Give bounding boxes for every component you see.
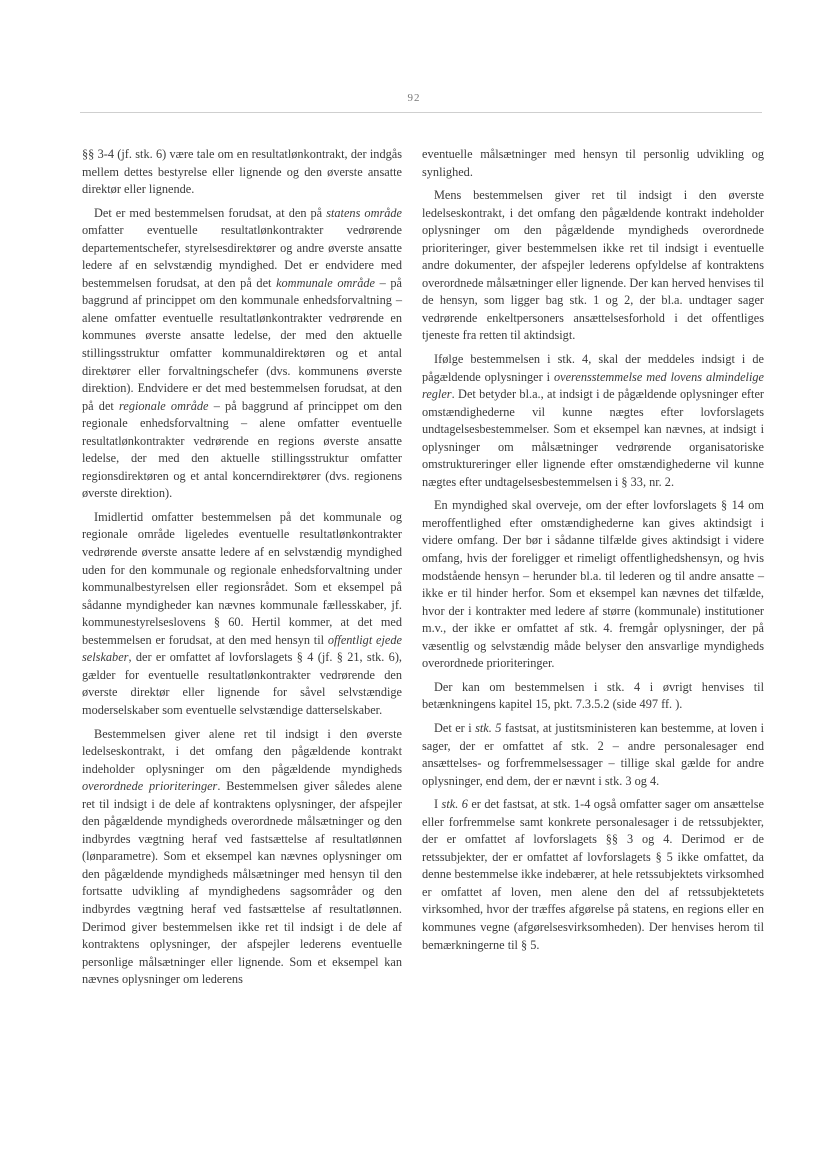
paragraph: Imidlertid omfatter bestemmelsen på det kommunale og regionale område ligeledes eventuelle resultatlønkontrakter vedrørende øverste ansatte ledere af en selvstændig myndighed uden for den kommunale og regionale enhedsforvaltning under kommunalbestyrelsen eller regionsrådet. Som et eksempel på sådanne myndigheder kan nævnes kommunale fællesskaber, jf. kommunestyrelseslovens § 60. Hertil kommer, at det med bestemmelsen er forudsat, at den med hensyn til offentligt ejede selskaber, der er omfattet af lovforslagets § 4 (jf. § 21, stk. 6), gælder for eventuelle resultatlønkontrakter vedrørende den øverste direktør eller lignende for såvel selvstændige moderselskaber som eventuelle selvstændige datterselskaber. bbox=[82, 509, 402, 717]
paragraph: Det er i stk. 5 fastsat, at justitsministeren kan bestemme, at loven i sager, der er omfattet af stk. 2 – andre personalesager end ansættelses- og forfremmelsessager – tillige skal gælde for andre oplysninger, end dem, der er nævnt i stk. 3 og 4. bbox=[422, 720, 765, 788]
paragraph: Der kan om bestemmelsen i stk. 4 i øvrigt henvises til betænkningens kapitel 15, pkt. 7.3.5.2 (side 497 ff. ). bbox=[422, 679, 764, 712]
left-column bbox=[82, 146, 402, 989]
italic-term: overensstemmelse med lovens almindelige regler bbox=[422, 369, 764, 402]
italic-term: regionale område bbox=[119, 398, 209, 413]
italic-term: offentligt ejede selskaber bbox=[82, 632, 402, 665]
italic-term: stk. 5 bbox=[475, 720, 502, 735]
right-column bbox=[422, 146, 764, 954]
header-rule bbox=[80, 112, 762, 113]
italic-term: stk. 6 bbox=[441, 797, 468, 812]
paragraph: eventuelle målsætninger med hensyn til personlig udvikling og synlighed. bbox=[422, 147, 764, 179]
italic-term: overordnede prioriteringer bbox=[82, 779, 218, 794]
paragraph: En myndighed skal overveje, om der efter lovforslagets § 14 om meroffentlighed efter omstændighederne kan gives aktindsigt i videre omfang. Der bør i sådanne tilfælde gives aktindsigt i videre omfang, hvis der foreligger et rimeligt offentlighedshensyn, og hvis modstående hensyn – herunder bl.a. til lederen og til andre ansatte – ikke er til hinder herfor. Som et eksempel kan nævnes det tilfælde, hvor der i kontrakter med ledere af større (kommunale) institutioner m.v., der ikke er omfattet af stk. 4. fremgår oplysninger, der på væsentlig og selvstændig måde belyser den ansvarlige myndigheds overordnede prioriteringer. bbox=[422, 498, 764, 671]
paragraph: Ifølge bestemmelsen i stk. 4, skal der meddeles indsigt i de pågældende oplysninger i overensstemmelse med lovens almindelige regler. Det betyder bl.a., at indsigt i de pågældende oplysninger efter omstændighederne vil kunne nægtes efter lovforslagets undtagelsesbestemmelser. Som et eksempel kan nævnes, at indsigt i oplysninger om målsætninger vedrørende organisatoriske omstruktureringer eller lignende efter omstændighederne vil kunne nægtes efter undtagelsesbestemmelsen i § 33, nr. 2. bbox=[422, 352, 764, 489]
paragraph: Bestemmelsen giver alene ret til indsigt i den øverste ledelseskontrakt, i det omfang den pågældende kontrakt indeholder oplysninger om den pågældende myndigheds overordnede prioriteringer. Bestemmelsen giver således alene ret til indsigt i de dele af kontraktens oplysninger, der afspejler den pågældende myndigheds overordnede målsætninger og den indbyrdes vægtning heraf ved fastsættelse af resultatlønnen (lønparametre). Som et eksempel kan nævnes oplysninger om den pågældende myndigheds målsætninger med hensyn til den fortsatte udvikling af myndighedens sagsområder og den indbyrdes vægtning heraf ved fastsættelse af resultatlønnen. Derimod giver bestemmelsen ikke ret til indsigt i de dele af kontraktens oplysninger, der afspejler lederens eventuelle personlige målsætninger eller lignende. Som et eksempel kan nævnes oplysninger om lederens bbox=[82, 726, 402, 987]
page-number: 92 bbox=[407, 92, 421, 104]
paragraph: I stk. 6 er det fastsat, at stk. 1-4 også omfatter sager om ansættelse eller forfremmelse samt konkrete personalesager i de retssubjekter, der er omfattet af lovforslagets §§ 3 og 4. Derimod er de retssubjekter, der er omfattet af lovforslagets § 5 ikke omfattet, da denne bestemmelse ikke indebærer, at hele retssubjektets virksomhed er omfattet af loven, men alene den del af retssubjektetets virksomhed, hvor der træffes afgørelse på statens, en regions eller en kommunes vegne (afgørelsesvirksomheden). Der henvises herom til bemærkningerne til § 5. bbox=[422, 797, 764, 952]
paragraph: Det er med bestemmelsen forudsat, at den på statens område omfatter eventuelle resultatlønkontrakter vedrørende departementschefer, styrelsesdirektører og andre øverste ansatte ledere af en selvstændig myndighed. Det er endvidere med bestemmelsen forudsat, at den på det kommunale område – på baggrund af princippet om den kommunale enhedsforvaltning – alene omfatter eventuelle resultatlønkontrakter vedrørende en kommunes øverste ansatte ledelse, der med den aktuelle stillingsstruktur omfatter kommunaldirektøren og et antal direktører eller forvaltningschefer (dvs. kommunens øverste direktion). Endvidere er det med bestemmelsen forudsat, at den på det regionale område – på baggrund af princippet om den regionale enhedsforvaltning – alene omfatter eventuelle resultatlønkontrakter vedrørende en regions øverste ansatte ledelse, der med den aktuelle stillingsstruktur omfatter regionsdirektøren og et antal koncerndirektører (dvs. regionens øverste direktion). bbox=[82, 205, 403, 501]
italic-term: kommunale område bbox=[276, 275, 375, 290]
italic-term: statens område bbox=[326, 205, 402, 220]
paragraph: Mens bestemmelsen giver ret til indsigt i den øverste ledelseskontrakt, i det omfang den pågældende kontrakt indeholder oplysninger om den pågældende myndigheds overordnede prioriteringer, giver bestemmelsen ikke ret til indsigt i eventuelle andre dokumenter, der afspejler lederens opfyldelse af kontraktens overordnede målsætninger eller lignende. Der kan herved henvises til de hensyn, som ligger bag stk. 1 og 2, der bl.a. undtager sager vedrørende enkeltpersoners ansættelsesforhold i det offentliges tjeneste fra retten til aktindsigt. bbox=[422, 188, 764, 343]
paragraph: §§ 3-4 (jf. stk. 6) være tale om en resultatlønkontrakt, der indgås mellem dettes bestyrelse eller lignende og den øverste ansatte direktør eller lignende. bbox=[82, 147, 402, 197]
